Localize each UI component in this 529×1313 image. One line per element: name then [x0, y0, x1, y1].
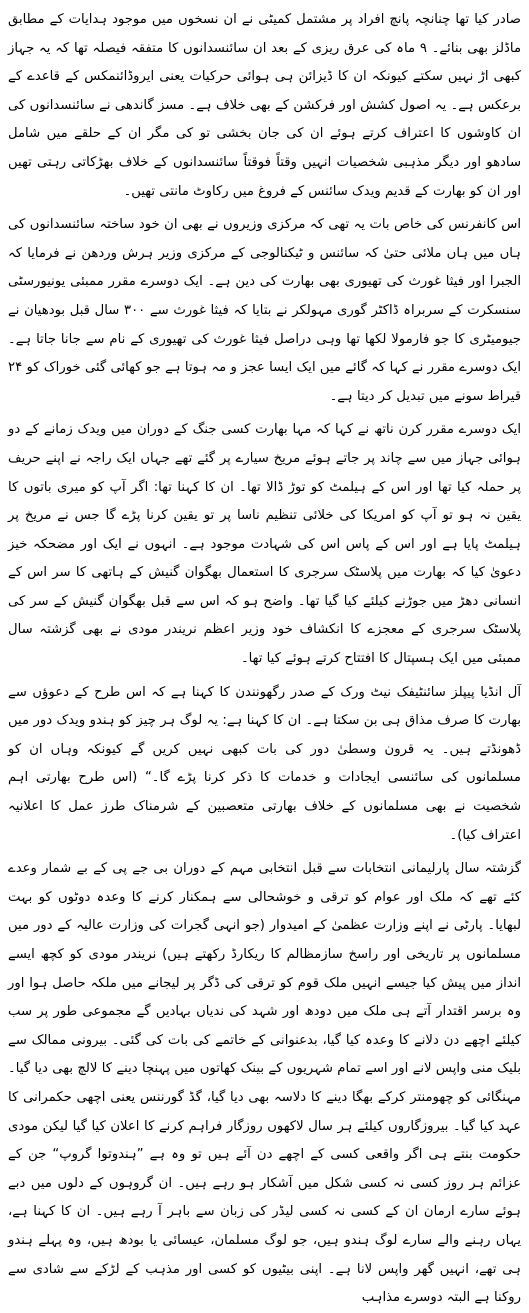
paragraph-3: ایک دوسرے مقرر کرن ناتھ نے کہا کہ مہا بھارت کسی جنگ کے دوران میں ویدک زمانے کے دو ہوائی جہاز میں سے چاند پر جاتے ہوئے مریخ سیارے پر گئے تھے جہاں ایک راجہ نے اپنے حریف پر حملہ کیا تھا اور اس کے ہیلمٹ کو توڑ ڈالا تھا۔ ان کا کہنا تھا: اگر آپ کو میری باتوں کا یقین نہ ہو تو آپ کو امریکا کی خلائی تنظیم ناسا پر تو یقین کرنا پڑے گا جس نے مریخ پر ہیلمٹ پایا ہے اور اس کے پاس اس کی شہادت موجود ہے۔ انہوں نے ایک اور مضحکہ خیز دعویٰ کیا کہ بھارت میں پلاسٹک سرجری کا استعمال بھگوان گنیش کے ہاتھی کا سر اس کے انسانی دھڑ میں جوڑنے کیلئے کیا گیا تھا۔ واضح ہو کہ اس سے قبل بھگوان گنیش کے سر کی پلاسٹک سرجری کے معجزے کا انکشاف خود وزیر اعظم نریندر مودی نے بھی گزشتہ سال ممبئی میں ایک ہسپتال کا افتتاح کرتے ہوئے کیا تھا۔	[8, 422, 521, 667]
paragraph-1: صادر کیا تھا چنانچہ پانچ افراد پر مشتمل کمیٹی نے ان نسخوں میں موجود ہدایات کے مطابق ماڈلز بھی بنائے۔ ۹ ماہ کی عرق ریزی کے بعد ان سائنسدانوں کا متفقہ فیصلہ تھا کہ یہ جہاز کبھی اڑ نہیں سکتے کیونکہ ان کا ڈیزائن ہی ہوائی حرکیات یعنی ایروڈائنمکس کے قاعدے کے برعکس ہے۔ یہ اصول کشش اور فرکشن کے بھی خلاف ہے۔ مسز گاندھی نے سائنسدانوں کی ان کاوشوں کا اعتراف کرتے ہوئے ان کی جان بخشی تو کی مگر ان کے حلقے میں شامل سادھو اور دیگر مذہبی شخصیات انہیں وقتاً فوقتاً سائنسدانوں کے خلاف بھڑکاتی رہتی تھیں اور ان کو بھارت کے قدیم ویدک سائنس کے فروغ میں رکاوٹ مانتی تھیں۔	[8, 12, 522, 199]
paragraph-2: اس کانفرنس کی خاص بات یہ تھی کہ مرکزی وزیروں نے بھی ان خود ساختہ سائنسدانوں کی ہاں میں ہاں ملائی حتیٰ کہ سائنس و ٹیکنالوجی کے مرکزی وزیر ہرش وردھن نے فرمایا کہ الجبرا اور فیثا غورث کی تھیوری بھی بھارت کی دین ہے۔ ایک دوسرے مقرر ممبئی یونیورسٹی سنسکرت کے سربراہ ڈاکٹر گوری مہولکر نے بتایا کہ فیثا غورث سے ۳۰۰ سال قبل بودھیان نے جیومیٹری کا جو فارمولا لکھا تھا وہی دراصل فیثا غورث کی تھیوری کے نام سے جانا جاتا ہے۔ ایک دوسرے مقرر نے کہا کہ گائے میں ایک ایسا عجز و مہ ہوتا ہے جو کھائی گئی خوراک کو ۲۴ قیراط سونے میں تبدیل کر دیتا ہے۔	[8, 217, 521, 404]
paragraph-4: آل انڈیا پیپلز سائنٹیفک نیٹ ورک کے صدر رگھونندن کا کہنا ہے کہ اس طرح کے دعوؤں سے بھارت کا صرف مذاق ہی بن سکتا ہے۔ ان کا کہنا ہے: یہ لوگ ہر چیز کو ہندو ویدک دور میں ڈھونڈتے ہیں۔ یہ قرون وسطیٰ دور کی بات کبھی نہیں کریں گے کیونکہ وہاں ان کو مسلمانوں کی سائنسی ایجادات و خدمات کا ذکر کرنا پڑے گا۔“ (اس طرح بھارتی اہم شخصیت نے بھی مسلمانوں کے خلاف بھارتی متعصبین کے شرمناک طرز عمل کا اعلانیہ اعتراف کیا)۔	[8, 684, 521, 843]
paragraph-5: گزشتہ سال پارلیمانی انتخابات سے قبل انتخابی مہم کے دوران بی جے پی کے بے شمار وعدے کئے تھے کہ ملک اور عوام کو ترقی و خوشحالی سے ہمکنار کرنے کا وعدہ دوٹوں کو بہت لبھایا۔ پارٹی نے اپنے وزارت عظمیٰ کے امیدوار (جو انہی گجرات کی وزارت عالیہ کے دور میں مسلمانوں پر تاریخی اور راسخ سازمظالم کا ریکارڈ رکھتے ہیں) نریندر مودی کو کچھ ایسے انداز میں پیش کیا جیسے انہیں ملک قوم کو ترقی کی ڈگر پر لیجانے میں ملکہ حاصل ہوا اور وہ برسر اقتدار آتے ہی ملک میں دودھ اور شہد کی ندیاں بہادیں گے مجموعی طور پر سب کیلئے اچھے دن دلانے کا وعدہ کیا گیا، بدعنوانی کے خاتمے کی بات کی گئی۔ بیرونی ممالک سے بلیک منی واپس لانے اور اسے تمام شہریوں کے بینک کھاتوں میں پہنچا دینے کا لالچ بھی دیا گیا۔ مہنگائی کو چھومنتر کرکے بھگا دینے کا دلاسہ بھی دیا گیا، گڈ گورننس یعنی اچھی حکمرانی کا عہد کیا گیا۔ بیروزگاروں کیلئے ہر سال لاکھوں روزگار فراہم کرنے کا اعلان کیا گیا لیکن مودی حکومت بنتے ہی اگر واقعی کسی کے اچھے دن آئے ہیں تو وہ ہے ”ہندوتوا گروپ“ جن کے عزائم ہر روز کسی نہ کسی شکل میں آشکار ہو رہے ہیں۔ ان گروہوں کے دلوں میں دبے ہوئے سارے ارمان ان کے کسی نہ کسی لیڈر کی زبان سے باہر آ رہے ہیں۔ ان کا کہنا ہے، یہاں رہنے والے سارے لوگ ہندو ہیں، جو لوگ مسلمان، عیسائی یا بودھ ہیں، وہ پہلے ہندو ہی تھے، انہیں گھر واپس لانا ہے۔ اپنی بیٹیوں کو کسی اور مذہب کے لڑکے سے شادی سے روکنا ہے البتہ دوسرے مذاہب	[8, 861, 521, 1306]
